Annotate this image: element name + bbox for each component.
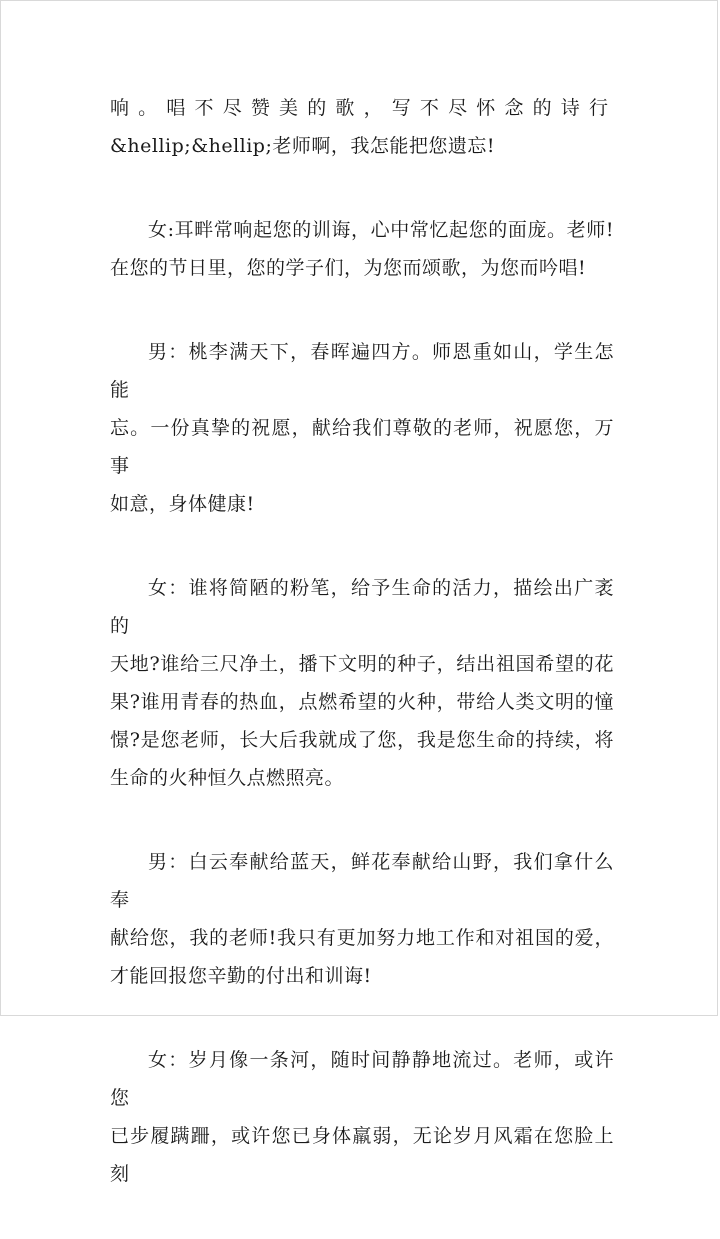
document-body — [110, 89, 614, 1239]
paragraph-2 — [110, 211, 614, 287]
text-line: 果?谁用青春的热血，点燃希望的火种，带给人类文明的憧 — [110, 691, 614, 713]
text-line: 已步履蹒跚，或许您已身体羸弱，无论岁月风霜在您脸上刻 — [110, 1125, 614, 1185]
paragraph-5 — [110, 843, 614, 995]
paragraph-6 — [110, 1041, 614, 1193]
text-line: 献给您，我的老师!我只有更加努力地工作和对祖国的爱， — [110, 927, 614, 949]
text-line: 才能回报您辛勤的付出和训诲! — [110, 965, 372, 987]
text-line: 女:耳畔常响起您的训诲，心中常忆起您的面庞。老师! — [148, 219, 614, 241]
text-line: 女：谁将简陋的粉笔，给予生命的活力，描绘出广袤的 — [110, 577, 614, 637]
text-line: 在您的节日里，您的学子们，为您而颂歌，为您而吟唱! — [110, 257, 587, 279]
text-line: 忘。一份真挚的祝愿，献给我们尊敬的老师，祝愿您，万事 — [110, 417, 614, 477]
paragraph-4 — [110, 569, 614, 797]
text-line: 响。唱不尽赞美的歌，写不尽怀念的诗行 — [110, 97, 614, 119]
text-line: 男：桃李满天下，春晖遍四方。师恩重如山，学生怎能 — [110, 341, 614, 401]
paragraph-1 — [110, 89, 614, 165]
text-line: 男：白云奉献给蓝天，鲜花奉献给山野，我们拿什么奉 — [110, 851, 614, 911]
text-line: 生命的火种恒久点燃照亮。 — [110, 767, 345, 789]
paragraph-3 — [110, 333, 614, 523]
text-line: 天地?谁给三尺净土，播下文明的种子，结出祖国希望的花 — [110, 653, 614, 675]
text-line: 女：岁月像一条河，随时间静静地流过。老师，或许您 — [110, 1049, 614, 1109]
text-line: &hellip;&hellip;老师啊，我怎能把您遗忘! — [110, 135, 496, 157]
text-line: 如意，身体健康! — [110, 493, 255, 515]
text-line: 憬?是您老师，长大后我就成了您，我是您生命的持续，将 — [110, 729, 614, 751]
